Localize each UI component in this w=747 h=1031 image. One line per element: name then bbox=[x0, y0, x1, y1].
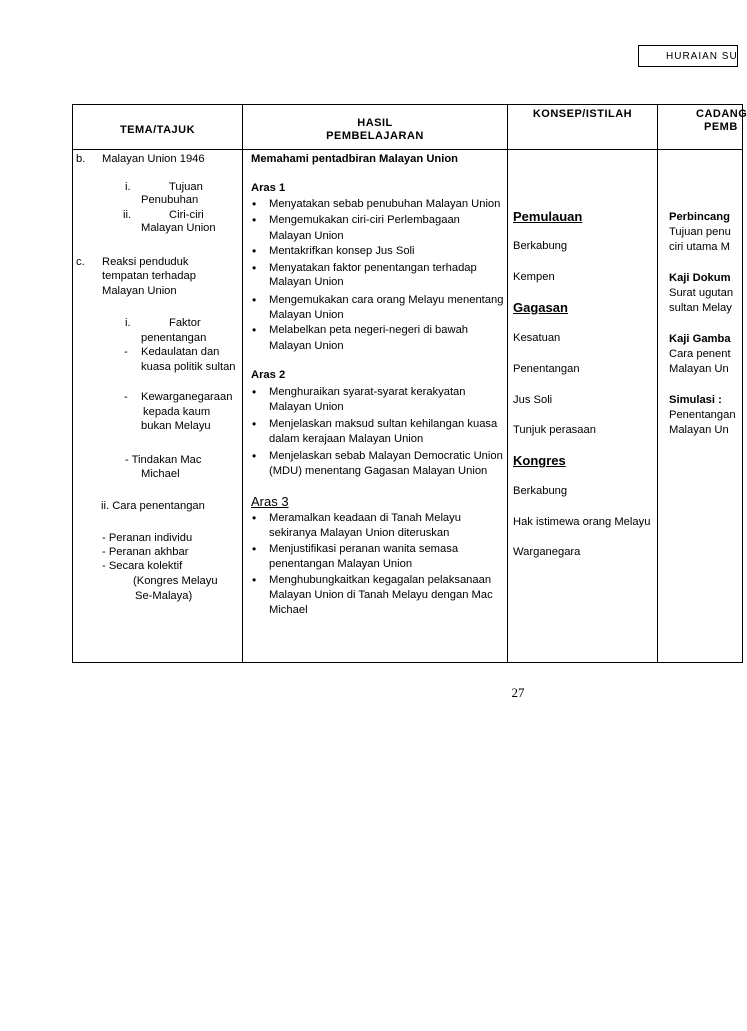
aras3-item3: • Menghubungkaitkan kegagalan pelaksanaan bbox=[269, 574, 491, 587]
header-hasil-line1: HASIL bbox=[357, 117, 393, 129]
cadangan-kaji-gambar-line2: Malayan Un bbox=[669, 363, 729, 375]
tema-d1-marker: - bbox=[124, 346, 128, 358]
konsep-kesatuan: Kesatuan bbox=[513, 332, 561, 344]
tema-c-line2: tempatan terhadap bbox=[102, 270, 196, 282]
aras1-heading: Aras 1 bbox=[251, 182, 286, 194]
aras3-heading: Aras 3 bbox=[251, 494, 289, 509]
tema-b-ii-line1: Ciri-ciri bbox=[169, 209, 204, 221]
tema-d3-line1: - Tindakan Mac bbox=[125, 454, 202, 466]
aras2-item2-cont: dalam kerajaan Malayan Union bbox=[269, 433, 424, 445]
tema-d3-line2: Michael bbox=[141, 468, 180, 480]
cadangan-perbincangan-line2: ciri utama M bbox=[669, 241, 730, 253]
cadangan-simulasi-line1: Penentangan bbox=[669, 409, 736, 421]
konsep-kongres: Kongres bbox=[513, 453, 566, 468]
cadangan-simulasi-line2: Malayan Un bbox=[669, 424, 729, 436]
cadangan-perbincangan-line1: Tujuan penu bbox=[669, 226, 731, 238]
cadangan-kaji-dokumen-line1: Surat ugutan bbox=[669, 287, 734, 299]
header-cadangan-line1: CADANG bbox=[696, 108, 747, 120]
cadangan-kaji-dokumen-line2: sultan Melay bbox=[669, 302, 732, 314]
konsep-cell bbox=[508, 150, 658, 663]
tema-d1-line1: Kedaulatan dan bbox=[141, 346, 220, 358]
tema-b-i-marker: i. bbox=[125, 181, 131, 193]
aras3-item1: • Meramalkan keadaan di Tanah Melayu bbox=[269, 512, 461, 525]
header-tema: TEMA/TAJUK bbox=[73, 105, 243, 150]
header-hasil-line2: PEMBELAJARAN bbox=[326, 130, 424, 142]
konsep-jus-soli: Jus Soli bbox=[513, 394, 553, 406]
aras2-item1-cont: Malayan Union bbox=[269, 401, 344, 413]
aras1-item6: • Melabelkan peta negeri-negeri di bawah bbox=[269, 324, 468, 337]
tema-d2-line3: bukan Melayu bbox=[141, 420, 211, 432]
tema-c-line3: Malayan Union bbox=[102, 285, 177, 297]
tema-c-i-line2: penentangan bbox=[141, 332, 207, 344]
tema-c-i-marker: i. bbox=[125, 317, 131, 329]
aras1-item6-cont: Malayan Union bbox=[269, 340, 344, 352]
aras2-item3-cont: (MDU) menentang Gagasan Malayan Union bbox=[269, 465, 488, 477]
cadangan-kaji-gambar-title: Kaji Gamba bbox=[669, 333, 731, 345]
aras1-item4-cont: Malayan Union bbox=[269, 276, 344, 288]
header-cadangan-line2: PEMB bbox=[704, 121, 738, 133]
tema-b-i-line2: Penubuhan bbox=[141, 194, 199, 206]
tema-p1: - Peranan individu bbox=[102, 532, 193, 544]
header-cadangan bbox=[658, 105, 747, 150]
aras1-item5-cont: Malayan Union bbox=[269, 309, 344, 321]
cadangan-kaji-gambar-line1: Cara penent bbox=[669, 348, 731, 360]
konsep-berkabung: Berkabung bbox=[513, 240, 568, 252]
aras3-item3-cont2: Michael bbox=[269, 604, 308, 616]
aras2-heading: Aras 2 bbox=[251, 369, 286, 381]
tema-b-ii-line2: Malayan Union bbox=[141, 222, 216, 234]
hasil-cell bbox=[243, 150, 508, 663]
tema-b-marker: b. bbox=[76, 153, 86, 165]
header-box: HURAIAN SU bbox=[638, 45, 738, 67]
header-hasil bbox=[243, 105, 508, 150]
konsep-gagasan: Gagasan bbox=[513, 300, 568, 315]
tema-c-ii: ii. Cara penentangan bbox=[101, 500, 205, 512]
konsep-hak-istimewa: Hak istimewa orang Melayu bbox=[513, 516, 651, 528]
tema-p3: - Secara kolektif bbox=[102, 560, 183, 572]
aras1-item4: • Menyatakan faktor penentangan terhadap bbox=[269, 262, 477, 275]
hasil-intro: Memahami pentadbiran Malayan Union bbox=[251, 153, 459, 165]
header-konsep: KONSEP/ISTILAH bbox=[508, 105, 658, 150]
tema-p3-line1: (Kongres Melayu bbox=[133, 575, 218, 587]
tema-b-ii-marker: ii. bbox=[123, 209, 132, 221]
tema-b-title: Malayan Union 1946 bbox=[102, 153, 205, 165]
cadangan-simulasi-title: Simulasi : bbox=[669, 394, 722, 406]
aras3-item2: • Menjustifikasi peranan wanita semasa bbox=[269, 543, 458, 556]
konsep-tunjuk-perasaan: Tunjuk perasaan bbox=[513, 424, 596, 436]
tema-d2-line1: Kewarganegaraan bbox=[141, 391, 233, 403]
aras1-item5: • Mengemukakan cara orang Melayu menentang bbox=[269, 294, 503, 307]
curriculum-table bbox=[72, 104, 747, 663]
konsep-kempen: Kempen bbox=[513, 271, 555, 283]
page-number: 27 bbox=[511, 685, 525, 700]
tema-b-i-line1: Tujuan bbox=[169, 181, 203, 193]
tema-c-marker: c. bbox=[76, 256, 85, 268]
aras1-item2-cont: Malayan Union bbox=[269, 230, 344, 242]
tema-d2-marker: - bbox=[124, 391, 128, 403]
aras1-item1: • Menyatakan sebab penubuhan Malayan Union bbox=[269, 198, 500, 211]
aras1-item2: • Mengemukakan ciri-ciri Perlembagaan bbox=[269, 214, 460, 227]
tema-c-i-line1: Faktor bbox=[169, 317, 201, 329]
konsep-penentangan: Penentangan bbox=[513, 363, 580, 375]
tema-p3-line2: Se-Malaya) bbox=[135, 590, 193, 602]
konsep-warganegara: Warganegara bbox=[513, 546, 581, 558]
aras3-item3-cont1: Malayan Union di Tanah Melayu dengan Mac bbox=[269, 589, 493, 601]
cadangan-cell bbox=[658, 150, 743, 663]
tema-p2: - Peranan akhbar bbox=[102, 546, 189, 558]
cadangan-perbincangan-title: Perbincang bbox=[669, 211, 730, 223]
konsep-berkabung-2: Berkabung bbox=[513, 485, 568, 497]
aras2-item1: • Menghuraikan syarat-syarat kerakyatan bbox=[269, 386, 466, 399]
konsep-pemulauan: Pemulauan bbox=[513, 209, 583, 224]
aras3-item2-cont: penentangan Malayan Union bbox=[269, 558, 413, 570]
aras1-item3: • Mentakrifkan konsep Jus Soli bbox=[269, 245, 415, 258]
aras2-item2: • Menjelaskan maksud sultan kehilangan kuasa bbox=[269, 418, 497, 431]
aras2-item3: • Menjelaskan sebab Malayan Democratic Union bbox=[269, 450, 503, 463]
tema-cell bbox=[73, 150, 243, 663]
tema-c-line1: Reaksi penduduk bbox=[102, 256, 189, 268]
tema-d2-line2: kepada kaum bbox=[143, 406, 211, 418]
tema-d1-line2: kuasa politik sultan bbox=[141, 361, 236, 373]
cadangan-kaji-dokumen-title: Kaji Dokum bbox=[669, 272, 731, 284]
aras3-item1-cont: sekiranya Malayan Union diteruskan bbox=[269, 527, 450, 539]
